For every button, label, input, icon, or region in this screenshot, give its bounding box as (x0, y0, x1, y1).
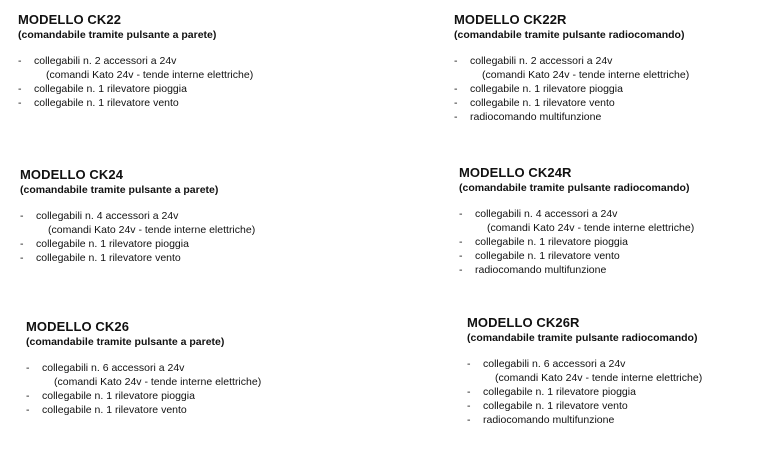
dash-bullet: - (467, 358, 471, 370)
feature-item (454, 96, 689, 110)
feature-text: collegabili n. 2 accessori a 24v (470, 55, 613, 67)
feature-text: collegabile n. 1 rilevatore pioggia (483, 386, 636, 398)
feature-text: collegabile n. 1 rilevatore pioggia (475, 236, 628, 248)
feature-item (459, 263, 694, 277)
dash-bullet: - (20, 238, 24, 250)
feature-list (454, 54, 689, 124)
dash-bullet: - (20, 252, 24, 264)
dash-bullet: - (20, 210, 24, 222)
model-block-ck24 (20, 167, 255, 265)
feature-item (18, 68, 253, 82)
model-subtitle: (comandabile tramite pulsante radiocomando) (467, 332, 698, 344)
feature-text: (comandi Kato 24v - tende interne elettriche) (54, 376, 262, 388)
feature-text: collegabili n. 2 accessori a 24v (34, 55, 177, 67)
feature-item (26, 389, 261, 403)
feature-text: (comandi Kato 24v - tende interne elettriche) (48, 224, 256, 236)
dash-bullet: - (459, 208, 463, 220)
feature-text: collegabile n. 1 rilevatore pioggia (36, 238, 189, 250)
dash-bullet: - (467, 414, 471, 426)
feature-item (20, 209, 255, 223)
feature-text: (comandi Kato 24v - tende interne elettriche) (487, 222, 695, 234)
feature-text: collegabile n. 1 rilevatore vento (475, 250, 620, 262)
dash-bullet: - (454, 55, 458, 67)
feature-text: collegabile n. 1 rilevatore pioggia (42, 390, 195, 402)
feature-item (467, 399, 702, 413)
model-block-ck22r (454, 12, 689, 124)
model-subtitle: (comandabile tramite pulsante radiocomando) (459, 182, 690, 194)
feature-item (459, 221, 694, 235)
dash-bullet: - (459, 236, 463, 248)
feature-list (459, 207, 694, 277)
feature-text: radiocomando multifunzione (483, 414, 615, 426)
model-subtitle: (comandabile tramite pulsante a parete) (20, 184, 219, 196)
feature-item (26, 403, 261, 417)
dash-bullet: - (18, 97, 22, 109)
feature-list (20, 209, 255, 265)
feature-text: (comandi Kato 24v - tende interne elettriche) (46, 69, 254, 81)
feature-text: collegabile n. 1 rilevatore vento (483, 400, 628, 412)
feature-item (467, 357, 702, 371)
feature-item (18, 82, 253, 96)
feature-text: collegabili n. 6 accessori a 24v (483, 358, 626, 370)
feature-text: (comandi Kato 24v - tende interne elettriche) (482, 69, 690, 81)
feature-item (459, 249, 694, 263)
feature-text: collegabile n. 1 rilevatore vento (34, 97, 179, 109)
feature-text: collegabili n. 6 accessori a 24v (42, 362, 185, 374)
feature-item (454, 82, 689, 96)
feature-text: collegabile n. 1 rilevatore vento (470, 97, 615, 109)
dash-bullet: - (454, 83, 458, 95)
model-title: MODELLO CK22 (18, 12, 122, 27)
feature-text: collegabile n. 1 rilevatore pioggia (470, 83, 623, 95)
dash-bullet: - (26, 390, 30, 402)
feature-item (26, 361, 261, 375)
model-subtitle: (comandabile tramite pulsante radiocomando) (454, 29, 685, 41)
model-block-ck26 (26, 319, 261, 417)
feature-item (459, 207, 694, 221)
feature-text: collegabile n. 1 rilevatore vento (42, 404, 187, 416)
feature-text: radiocomando multifunzione (470, 111, 602, 123)
model-title: MODELLO CK22R (454, 12, 567, 27)
dash-bullet: - (454, 97, 458, 109)
feature-text: collegabili n. 4 accessori a 24v (36, 210, 179, 222)
feature-text: collegabile n. 1 rilevatore vento (36, 252, 181, 264)
feature-list (467, 357, 702, 427)
model-subtitle: (comandabile tramite pulsante a parete) (26, 336, 225, 348)
feature-item (467, 413, 702, 427)
feature-item (454, 68, 689, 82)
feature-item (467, 385, 702, 399)
feature-list (26, 361, 261, 417)
feature-text: radiocomando multifunzione (475, 264, 607, 276)
model-title: MODELLO CK26 (26, 319, 130, 334)
model-block-ck26r (467, 315, 702, 427)
feature-item (467, 371, 702, 385)
dash-bullet: - (467, 386, 471, 398)
dash-bullet: - (459, 250, 463, 262)
model-subtitle: (comandabile tramite pulsante a parete) (18, 29, 217, 41)
model-title: MODELLO CK26R (467, 315, 580, 330)
model-block-ck22 (18, 12, 253, 110)
model-block-ck24r (459, 165, 694, 277)
feature-item (18, 54, 253, 68)
feature-item (454, 110, 689, 124)
feature-item (20, 223, 255, 237)
feature-item (459, 235, 694, 249)
feature-list (18, 54, 253, 110)
feature-item (18, 96, 253, 110)
dash-bullet: - (18, 55, 22, 67)
model-title: MODELLO CK24 (20, 167, 124, 182)
dash-bullet: - (467, 400, 471, 412)
model-title: MODELLO CK24R (459, 165, 572, 180)
feature-text: collegabile n. 1 rilevatore pioggia (34, 83, 187, 95)
dash-bullet: - (459, 264, 463, 276)
feature-text: collegabili n. 4 accessori a 24v (475, 208, 618, 220)
feature-item (20, 237, 255, 251)
feature-item (454, 54, 689, 68)
dash-bullet: - (26, 362, 30, 374)
feature-item (26, 375, 261, 389)
feature-text: (comandi Kato 24v - tende interne elettriche) (495, 372, 703, 384)
feature-item (20, 251, 255, 265)
dash-bullet: - (454, 111, 458, 123)
dash-bullet: - (26, 404, 30, 416)
dash-bullet: - (18, 83, 22, 95)
